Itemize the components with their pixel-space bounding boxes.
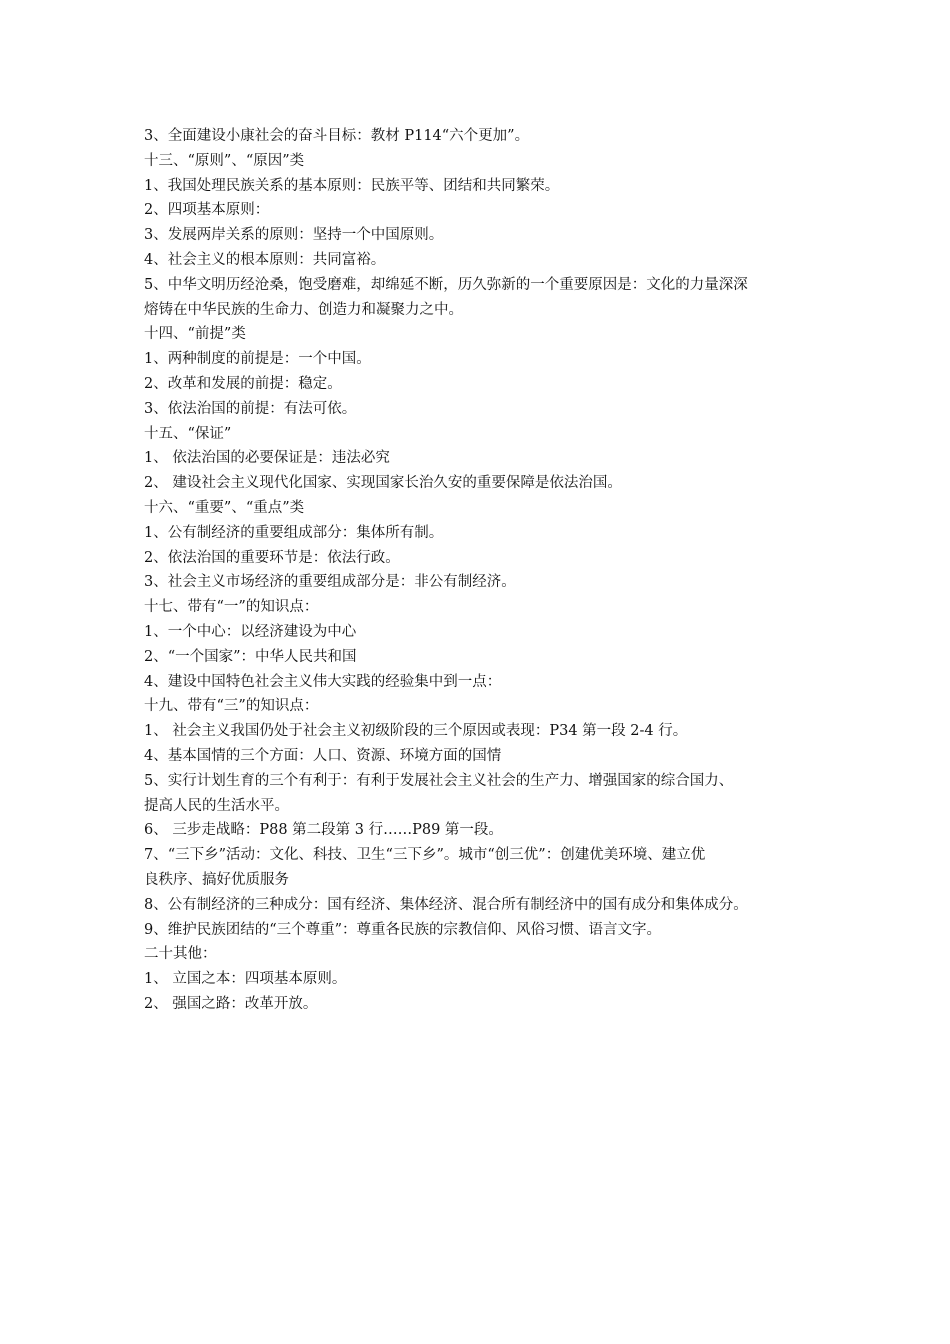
text-line: 1、 依法治国的必要保证是：违法必究 <box>144 450 390 467</box>
text-line: 2、依法治国的重要环节是：依法行政。 <box>144 549 400 566</box>
text-line: 3、依法治国的前提：有法可依。 <box>144 400 357 417</box>
text-line: 4、建设中国特色社会主义伟大实践的经验集中到一点： <box>144 673 502 690</box>
section-heading: 十四、“前提”类 <box>144 326 246 343</box>
text-line: 1、 社会主义我国仍处于社会主义初级阶段的三个原因或表现：P34 第一段 2-4 行。 <box>144 723 688 740</box>
text-line: 2、“一个国家”：中华人民共和国 <box>144 648 357 665</box>
text-line: 3、全面建设小康社会的奋斗目标：教材 P114“六个更加”。 <box>144 128 530 144</box>
text-line: 2、改革和发展的前提：稳定。 <box>144 375 342 392</box>
text-line: 6、 三步走战略：P88 第二段第 3 行……P89 第一段。 <box>144 822 503 839</box>
text-line: 3、社会主义市场经济的重要组成部分是：非公有制经济。 <box>144 574 516 591</box>
text-line: 提高人民的生活水平。 <box>144 797 289 814</box>
text-line: 1、一个中心：以经济建设为中心 <box>144 623 357 640</box>
text-line: 良秩序、搞好优质服务 <box>144 871 289 888</box>
section-heading: 十五、“保证” <box>144 425 232 442</box>
section-heading: 二十其他： <box>144 946 217 963</box>
text-line: 7、“三下乡”活动：文化、科技、卫生“三下乡”。城市“创三优”：创建优美环境、建立优 <box>144 847 706 864</box>
text-line: 4、基本国情的三个方面：人口、资源、环境方面的国情 <box>144 747 502 764</box>
section-heading: 十九、带有“三”的知识点： <box>144 698 319 715</box>
text-line: 2、四项基本原则： <box>144 202 270 219</box>
section-heading: 十六、“重要”、“重点”类 <box>144 499 305 516</box>
text-line: 5、中华文明历经沧桑，饱受磨难，却绵延不断，历久弥新的一个重要原因是：文化的力量深深 <box>144 276 748 293</box>
text-line: 熔铸在中华民族的生命力、创造力和凝聚力之中。 <box>144 301 463 318</box>
text-line: 8、公有制经济的三种成分：国有经济、集体经济、混合所有制经济中的国有成分和集体成分。 <box>144 896 748 913</box>
text-line: 3、发展两岸关系的原则：坚持一个中国原则。 <box>144 227 444 244</box>
document-body <box>144 124 812 1017</box>
text-line: 1、公有制经济的重要组成部分：集体所有制。 <box>144 524 444 541</box>
section-heading: 十三、“原则”、“原因”类 <box>144 152 305 169</box>
text-line: 1、 立国之本：四项基本原则。 <box>144 971 347 988</box>
section-heading: 十七、带有“一”的知识点： <box>144 599 319 616</box>
text-line: 9、维护民族团结的“三个尊重”：尊重各民族的宗教信仰、风俗习惯、语言文字。 <box>144 921 662 938</box>
text-line: 4、社会主义的根本原则：共同富裕。 <box>144 251 386 268</box>
text-line: 1、两种制度的前提是：一个中国。 <box>144 351 371 368</box>
text-line: 2、 建设社会主义现代化国家、实现国家长治久安的重要保障是依法治国。 <box>144 475 622 492</box>
text-line: 5、实行计划生育的三个有利于：有利于发展社会主义社会的生产力、增强国家的综合国力、 <box>144 772 734 789</box>
text-line: 2、 强国之路：改革开放。 <box>144 995 318 1012</box>
text-line: 1、我国处理民族关系的基本原则：民族平等、团结和共同繁荣。 <box>144 177 560 194</box>
